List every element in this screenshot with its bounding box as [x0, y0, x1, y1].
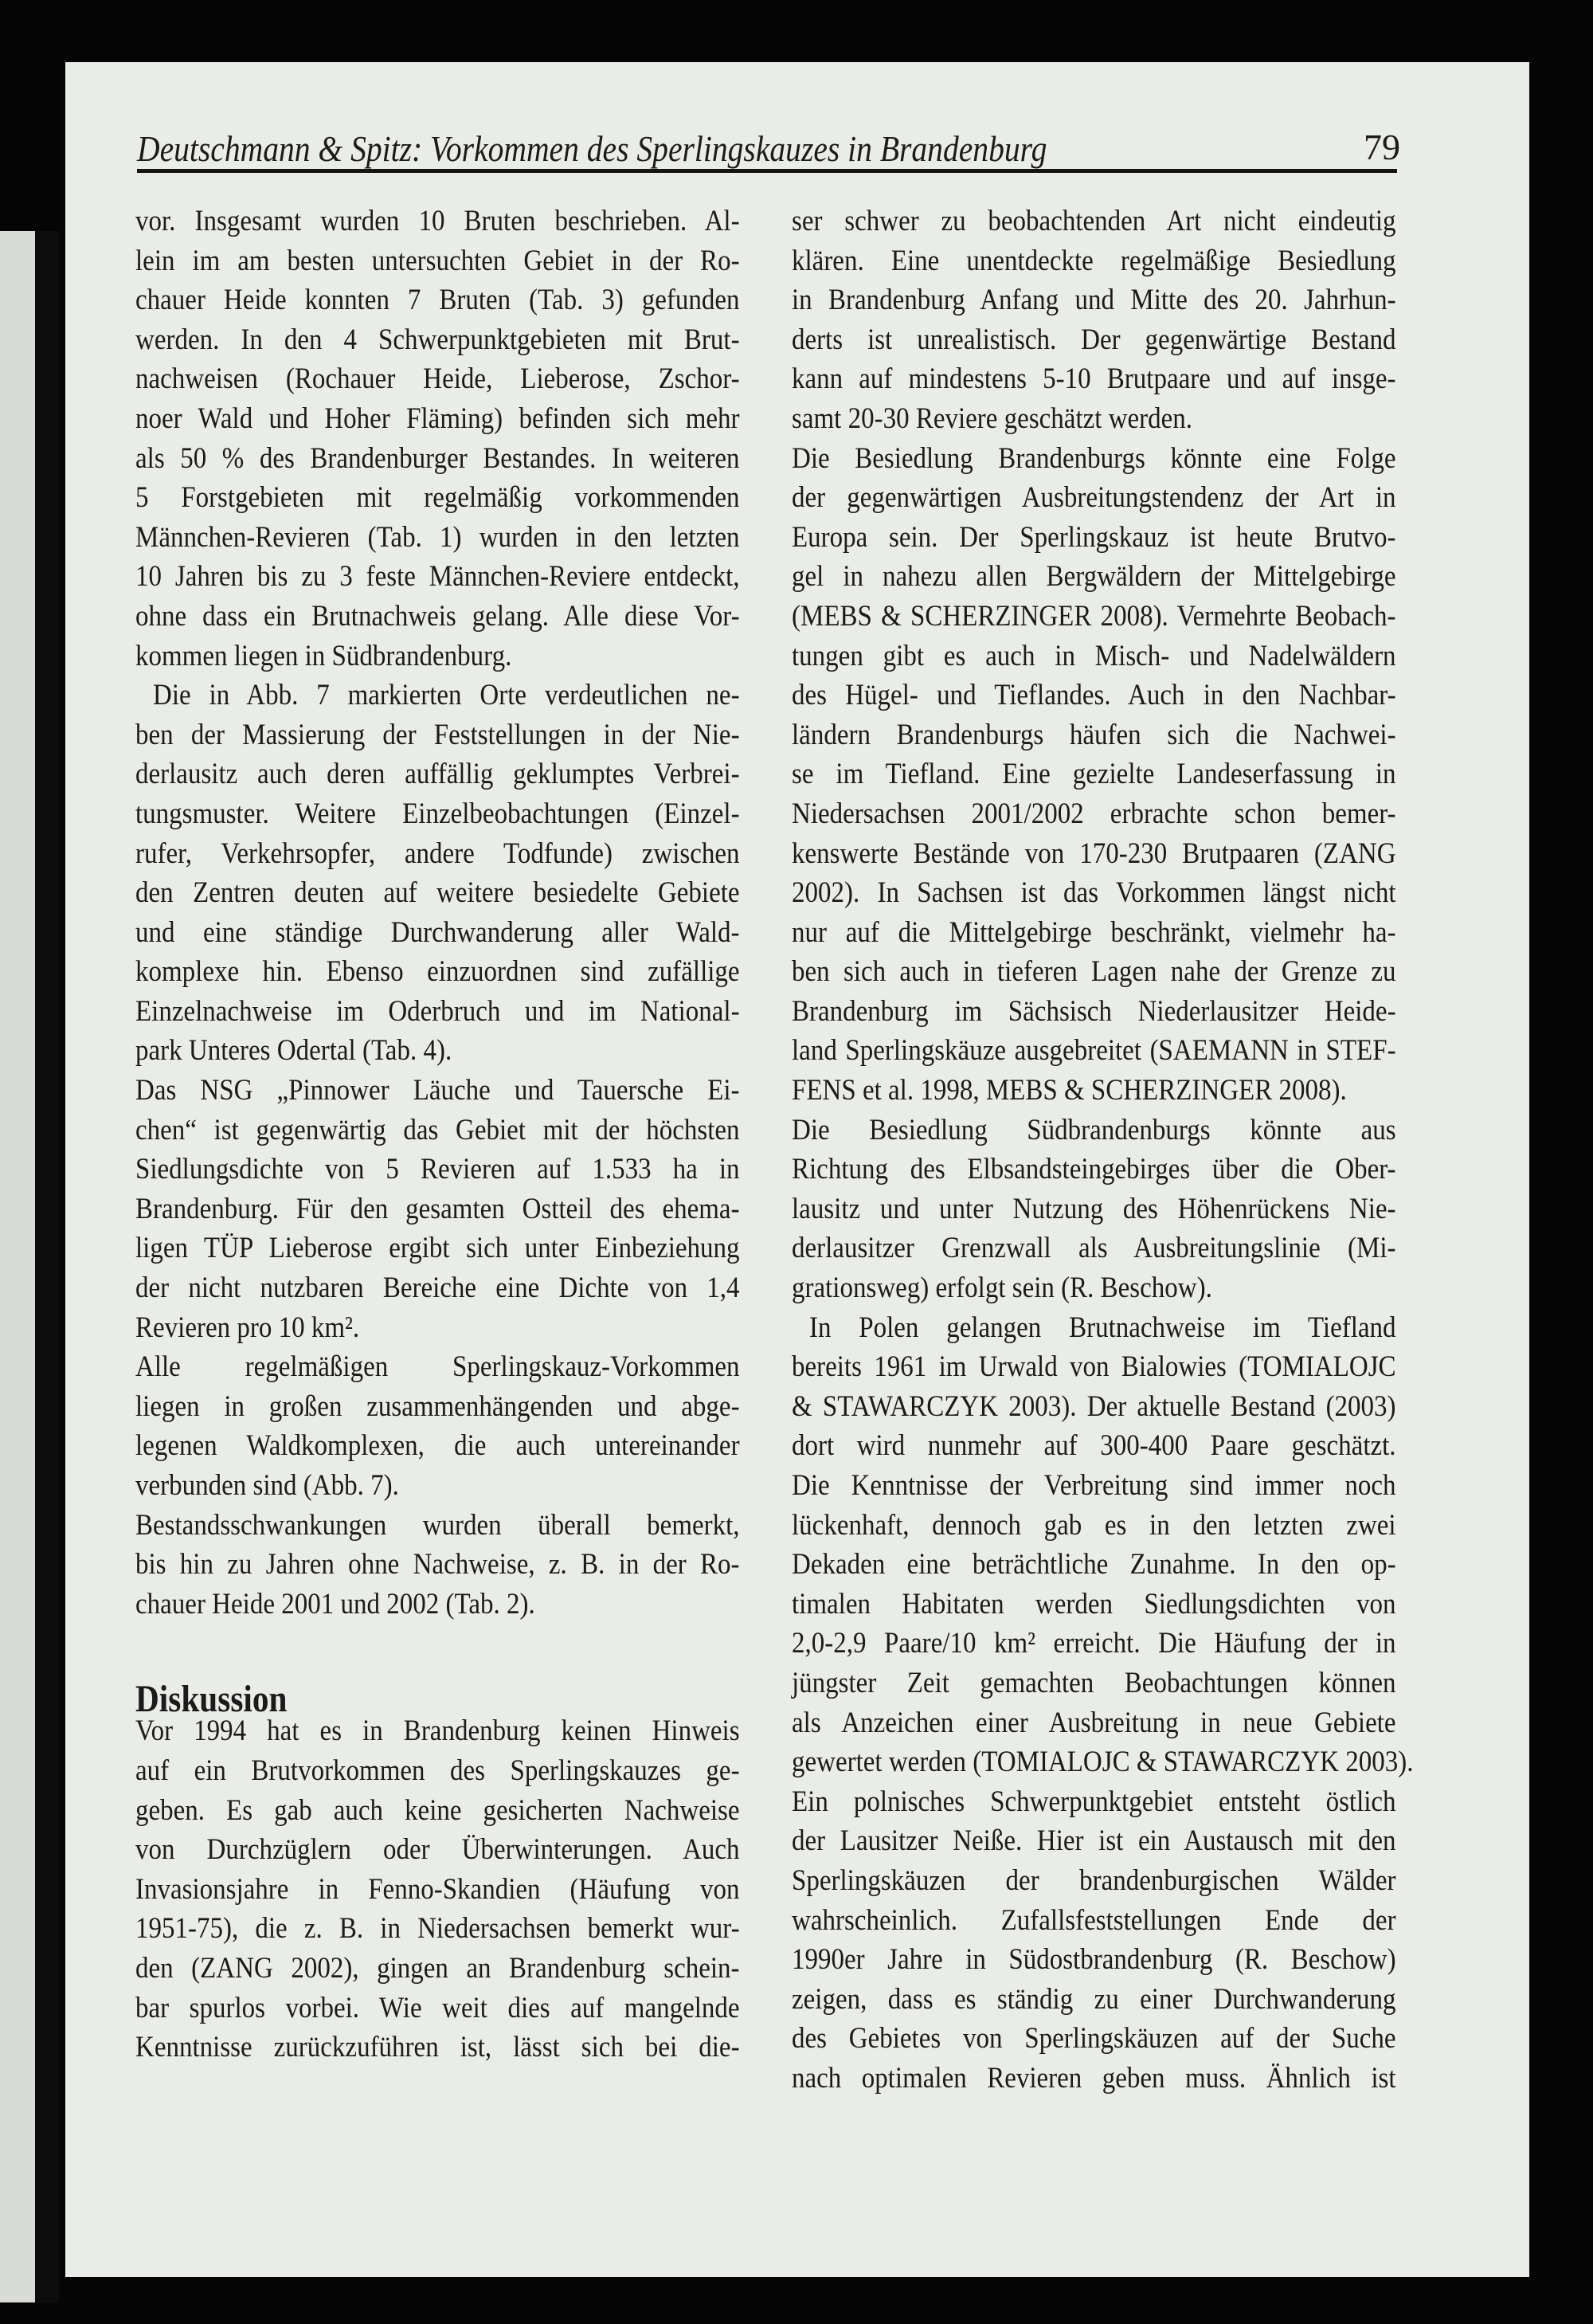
text-line: auf ein Brutvorkommen des Sperlingskauzes ge-	[135, 1754, 740, 1787]
text-line: vor. Insgesamt wurden 10 Bruten beschrieben. Al-	[135, 205, 740, 237]
text-line: Europa sein. Der Sperlingskauz ist heute Brutvo-	[792, 520, 1396, 554]
text-line: Die in Abb. 7 markierten Orte verdeutlichen ne-	[153, 679, 740, 712]
text-line: Die Kenntnisse der Verbreitung sind immer noch	[792, 1469, 1396, 1502]
text-line: werden. In den 4 Schwerpunktgebieten mit Brut-	[135, 323, 740, 356]
text-line: ser schwer zu beobachtenden Art nicht eindeutig	[792, 205, 1396, 237]
right-column	[792, 202, 1414, 2099]
text-line: als 50 % des Brandenburger Bestandes. In weiteren	[135, 441, 740, 475]
text-line: lausitz und unter Nutzung des Höhenrückens Nie-	[792, 1192, 1396, 1225]
text-line: komplexe hin. Ebenso einzuordnen sind zufällige	[135, 955, 740, 989]
text-line: 10 Jahren bis zu 3 feste Männchen-Reviere entdeckt,	[135, 560, 740, 594]
header-rule	[137, 169, 1397, 173]
text-line: tungen gibt es auch in Misch- und Nadelwäldern	[792, 639, 1396, 672]
paragraph	[135, 1347, 739, 1505]
text-line: Brandenburg im Sächsisch Niederlausitzer Heide-	[792, 994, 1396, 1028]
text-line: ländern Brandenburgs häufen sich die Nachwei-	[792, 718, 1396, 751]
text-line: dort wird nunmehr auf 300-400 Paare geschätzt.	[792, 1429, 1396, 1463]
text-line: Brandenburg. Für den gesamten Ostteil des ehema-	[135, 1192, 740, 1225]
text-line: den Zentren deuten auf weitere besiedelte Gebiete	[135, 876, 740, 910]
text-line: der nicht nutzbaren Bereiche eine Dichte von 1,4	[135, 1272, 740, 1305]
text-line: rufer, Verkehrsopfer, andere Todfunde) zwischen	[135, 837, 740, 870]
text-line: chen“ ist gegenwärtig das Gebiet mit der höchsten	[135, 1113, 740, 1146]
text-line: bar spurlos vorbei. Wie weit dies auf mangelnde	[135, 1991, 740, 2024]
text-line: grationsweg) erfolgt sein (R. Beschow).	[792, 1272, 1212, 1305]
text-line: Revieren pro 10 km².	[135, 1311, 360, 1344]
text-line: 5 Forstgebieten mit regelmäßig vorkommenden	[135, 481, 740, 515]
text-line: (MEBS & SCHERZINGER 2008). Vermehrte Beobach-	[792, 599, 1396, 633]
text-line: Sperlingskäuzen der brandenburgischen Wälder	[792, 1864, 1396, 1897]
text-line: noer Wald und Hoher Fläming) befinden sich mehr	[135, 402, 740, 435]
text-line: 1990er Jahre in Südostbrandenburg (R. Beschow)	[792, 1943, 1396, 1977]
text-line: Ein polnisches Schwerpunktgebiet entsteht östlich	[792, 1785, 1396, 1818]
text-line: 1951-75), die z. B. in Niedersachsen bemerkt wur-	[135, 1912, 740, 1946]
text-line: ben der Massierung der Feststellungen in der Nie-	[135, 718, 740, 751]
paragraph	[792, 439, 1395, 1111]
paragraph	[135, 676, 739, 1071]
text-line: derts ist unrealistisch. Der gegenwärtige Bestand	[792, 323, 1396, 356]
text-line: kommen liegen in Südbrandenburg.	[135, 639, 512, 672]
text-line: zeigen, dass es ständig zu einer Durchwanderung	[792, 1982, 1396, 2016]
paragraph	[135, 1071, 739, 1347]
paragraph	[135, 1711, 739, 2067]
text-line: des Gebietes von Sperlingskäuzen auf der Suche	[792, 2022, 1396, 2056]
text-line: liegen in großen zusammenhängenden und abge-	[135, 1389, 740, 1423]
text-line: ohne dass ein Brutnachweis gelang. Alle diese Vor-	[135, 599, 740, 633]
text-line: als Anzeichen einer Ausbreitung in neue Gebiete	[792, 1706, 1396, 1739]
text-line: gel in nahezu allen Bergwäldern der Mittelgebirge	[792, 560, 1396, 594]
text-line: FENS et al. 1998, MEBS & SCHERZINGER 2008).	[792, 1074, 1347, 1107]
text-line: lein im am besten untersuchten Gebiet in der Ro-	[135, 244, 740, 277]
text-line: Einzelnachweise im Oderbruch und im National-	[135, 994, 740, 1028]
text-line: in Brandenburg Anfang und Mitte des 20. Jahrhun-	[792, 284, 1396, 317]
text-line: Niedersachsen 2001/2002 erbrachte schon bemer-	[792, 797, 1396, 830]
text-line: ligen TÜP Lieberose ergibt sich unter Einbeziehung	[135, 1232, 740, 1265]
text-line: samt 20-30 Reviere geschätzt werden.	[792, 402, 1193, 435]
text-line: nach optimalen Revieren geben muss. Ähnlich ist	[792, 2061, 1396, 2095]
text-line: Das NSG „Pinnower Läuche und Tauersche Ei-	[135, 1074, 740, 1107]
page-gutter-shadow	[35, 231, 59, 2302]
text-line: Siedlungsdichte von 5 Revieren auf 1.533 ha in	[135, 1153, 740, 1186]
text-line: gewertet werden (TOMIALOJC & STAWARCZYK 2003).	[792, 1746, 1414, 1779]
text-line: ben sich auch in tieferen Lagen nahe der Grenze zu	[792, 955, 1396, 989]
text-line: bereits 1961 im Urwald von Bialowies (TOMIALOJC	[792, 1350, 1396, 1384]
text-line: Invasionsjahre in Fenno-Skandien (Häufung von	[135, 1872, 740, 1906]
text-line: land Sperlingskäuze ausgebreitet (SAEMANN in STEF-	[792, 1034, 1396, 1068]
text-line: von Durchzüglern oder Überwinterungen. Auch	[135, 1833, 740, 1867]
text-line: jüngster Zeit gemachten Beobachtungen können	[792, 1666, 1396, 1699]
text-line: 2002). In Sachsen ist das Vorkommen längst nicht	[792, 876, 1396, 910]
text-line: Bestandsschwankungen wurden überall bemerkt,	[135, 1508, 740, 1542]
paragraph	[792, 1111, 1395, 1308]
text-line: 2,0-2,9 Paare/10 km² erreicht. Die Häufung der in	[792, 1627, 1396, 1660]
running-title: Deutschmann & Spitz: Vorkommen des Sperlingskauzes in Brandenburg	[137, 128, 1047, 169]
text-line: Männchen-Revieren (Tab. 1) wurden in den letzten	[135, 520, 740, 554]
text-line: geben. Es gab auch keine gesicherten Nachweise	[135, 1793, 740, 1827]
text-line: derlausitz auch deren auffällig geklumptes Verbrei-	[135, 758, 740, 791]
text-line: klären. Eine unentdeckte regelmäßige Besiedlung	[792, 244, 1396, 277]
previous-page-edge	[0, 231, 35, 2302]
text-line: derlausitzer Grenzwall als Ausbreitungslinie (Mi-	[792, 1232, 1396, 1265]
paragraph	[135, 1506, 739, 1624]
text-line: nur auf die Mittelgebirge beschränkt, vielmehr ha-	[792, 915, 1396, 949]
text-line: chauer Heide konnten 7 Bruten (Tab. 3) gefunden	[135, 284, 740, 317]
paragraph	[792, 202, 1395, 439]
text-line: kenswerte Bestände von 170-230 Brutpaaren (ZANG	[792, 837, 1396, 870]
text-line: der gegenwärtigen Ausbreitungstendenz der Art in	[792, 481, 1396, 515]
text-line: chauer Heide 2001 und 2002 (Tab. 2).	[135, 1587, 535, 1621]
text-line: Kenntnisse zurückzuführen ist, lässt sich bei die-	[135, 2031, 740, 2064]
text-line: den (ZANG 2002), gingen an Brandenburg schein-	[135, 1951, 740, 1985]
text-line: des Hügel- und Tieflandes. Auch in den Nachbar-	[792, 679, 1396, 712]
text-line: wahrscheinlich. Zufallsfeststellungen Ende der	[792, 1903, 1396, 1937]
text-line: Alle regelmäßigen Sperlingskauz-Vorkommen	[135, 1350, 740, 1384]
text-line: Richtung des Elbsandsteingebirges über die Ober-	[792, 1153, 1396, 1186]
text-line: nachweisen (Rochauer Heide, Lieberose, Zschor-	[135, 363, 740, 396]
text-line: park Unteres Odertal (Tab. 4).	[135, 1034, 452, 1068]
text-line: und eine ständige Durchwanderung aller Wald-	[135, 915, 740, 949]
text-line: tungsmuster. Weitere Einzelbeobachtungen (Einzel-	[135, 797, 740, 830]
text-line: der Lausitzer Neiße. Hier ist ein Austausch mit den	[792, 1824, 1396, 1858]
paragraph	[792, 1308, 1414, 2099]
text-line: & STAWARCZYK 2003). Der aktuelle Bestand (2003)	[792, 1389, 1396, 1423]
text-line: bis hin zu Jahren ohne Nachweise, z. B. in der Ro-	[135, 1548, 740, 1581]
text-line: timalen Habitaten werden Siedlungsdichten von	[792, 1587, 1396, 1621]
text-line: Die Besiedlung Südbrandenburgs könnte aus	[792, 1113, 1396, 1146]
text-line: lückenhaft, dennoch gab es in den letzten zwei	[792, 1508, 1396, 1542]
left-column	[135, 202, 739, 2067]
text-line: Die Besiedlung Brandenburgs könnte eine Folge	[792, 441, 1396, 475]
page-number: 79	[1364, 127, 1400, 167]
section-heading: Diskussion	[135, 1678, 288, 1721]
text-line: se im Tiefland. Eine gezielte Landeserfassung in	[792, 758, 1396, 791]
text-line: In Polen gelangen Brutnachweise im Tiefland	[809, 1311, 1396, 1344]
text-line: kann auf mindestens 5-10 Brutpaare und auf insge-	[792, 363, 1396, 396]
text-line: Vor 1994 hat es in Brandenburg keinen Hinweis	[135, 1715, 740, 1748]
text-line: Dekaden eine beträchtliche Zunahme. In den op-	[792, 1548, 1396, 1581]
paragraph	[135, 202, 739, 676]
text-line: verbunden sind (Abb. 7).	[135, 1469, 399, 1502]
text-line: legenen Waldkomplexen, die auch untereinander	[135, 1429, 740, 1463]
